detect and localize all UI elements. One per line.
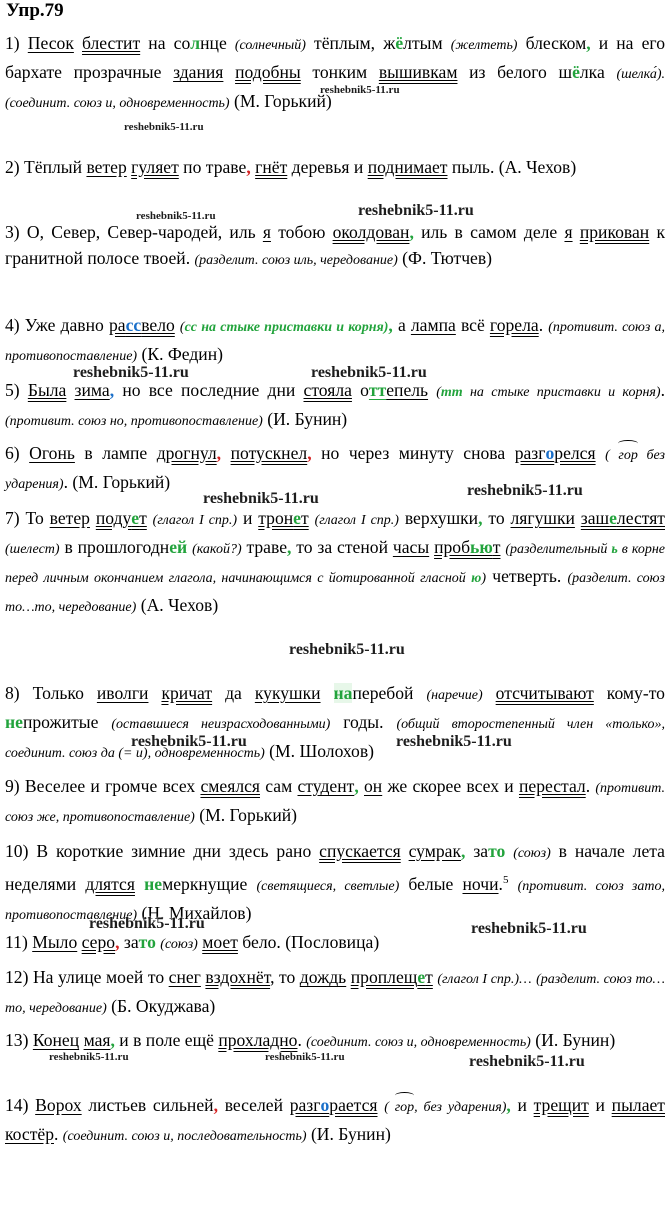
text: годы. [330,712,397,732]
watermark: reshebnik5-11.ru [73,364,189,381]
highlight-letter: ё [395,33,404,53]
text: деревья и [287,157,368,177]
text: о [351,380,369,400]
text: сам [260,776,298,796]
subject: епель [386,380,429,400]
highlight-comma: , [461,841,466,861]
highlight-letter: ё [572,62,580,82]
subject: кукушки [254,683,321,703]
author: (Н. Михайлов) [137,902,252,923]
watermark: reshebnik5-11.ru [358,202,474,219]
predicate: вздохнёт [205,967,271,987]
subject: лягушки [510,508,575,528]
text: , без ударения) [414,1100,507,1115]
text: тобою [270,222,333,242]
subject: Песок [27,33,74,53]
subject: Огонь [29,443,75,463]
predicate [351,967,433,987]
text [596,443,606,463]
text: а [392,315,411,335]
text: т [139,508,147,528]
text: . [660,380,665,400]
text: и [588,1095,612,1115]
sentence-12 [5,964,665,1022]
text: листьев сильней [81,1095,214,1115]
text: траве [241,537,288,557]
text: (разделительный [505,542,612,557]
text: блеском [517,33,587,53]
watermark: reshebnik5-11.ru [471,920,587,937]
watermark: reshebnik5-11.ru [265,1051,345,1063]
predicate: околдован [332,222,410,242]
text: прожитые [22,712,112,732]
highlight-letter: тт [440,385,463,400]
predicate: Была [27,380,67,400]
text: веселей [217,1095,290,1115]
subject: он [364,776,383,796]
text: проплещ [350,967,418,987]
text: перебой [352,683,427,703]
text [74,33,82,53]
text: , то [270,967,300,987]
predicate: отсчитывают [495,683,594,703]
note: (разделит. союз иль, чередование) [194,253,398,268]
text: т [492,537,501,557]
text: поду [95,508,132,528]
text: да [212,683,255,703]
text: всё [455,315,490,335]
predicate: пылает [611,1095,665,1115]
highlight-comma: , [478,508,483,528]
predicate [434,537,500,557]
text: 9) Веселее и громче всех [5,776,201,796]
predicate: спускается [319,841,401,861]
text: ра [108,315,126,335]
text: за [465,841,489,861]
text: 14) [5,1095,36,1115]
sentence-3 [5,219,665,274]
text: ( [384,1100,395,1115]
author: (М. Горький) [194,805,298,825]
text: ) [481,571,487,586]
text: т [300,508,309,528]
predicate: подобны [235,62,301,82]
highlight-comma: , [307,443,312,463]
highlight-comma: , [110,1030,115,1050]
predicate: вышивкам [378,62,458,82]
highlight-letter: не [5,712,23,732]
predicate: горела [489,315,539,335]
note: (какой?) [192,542,242,557]
predicate [581,508,665,528]
watermark: reshebnik5-11.ru [89,915,205,932]
highlight-letter: о [320,1095,330,1115]
author: (Ф. Тютчев) [397,248,493,268]
note: (шелест) [5,542,60,557]
watermark: reshebnik5-11.ru [49,1051,129,1063]
text: проб [434,537,471,557]
highlight-comma: , [506,1095,511,1115]
text: . [54,1124,63,1144]
note: (общий второстепенный член «только», соединит. союз да (= и), одновременность) [5,717,666,761]
root-arc: гор [618,443,637,469]
highlight-comma: , [354,776,359,796]
text [135,874,144,894]
predicate: дрогнул [156,443,217,463]
predicate: прикован [579,222,650,242]
text: трон [258,508,294,528]
author: (Б. Окуджава) [106,996,216,1016]
highlight-comma: , [115,932,120,952]
note: (светящиеся, светлые) [256,878,400,894]
text: 4) Уже давно [5,315,109,335]
watermark: reshebnik5-11.ru [320,84,400,96]
text: и в поле ещё [114,1030,219,1050]
text: же скорее всех и [382,776,519,796]
note: (глагол I спр.) [314,513,399,528]
highlight-letter: ь [611,542,618,557]
text: 1) [5,33,28,53]
text [508,874,517,894]
exercise-title: Упр.79 [6,0,64,21]
text: то [482,508,511,528]
text: и [237,508,259,528]
highlight-letter: ью [470,537,493,557]
sentence-9 [5,773,665,831]
author: (М. Шолохов) [264,741,375,761]
highlight-letter: то [488,841,506,861]
text: за [119,932,139,952]
subject: ночи [462,873,499,894]
watermark: reshebnik5-11.ru [467,482,583,499]
sentence-5 [5,377,665,435]
note: (глагол I спр.) [152,513,238,528]
note: (союз) [160,937,198,952]
subject: дождь [299,967,347,987]
predicate [290,1095,378,1115]
text: лестят [616,508,665,528]
text [483,683,496,703]
text: бело. (Пословица) [237,932,380,952]
note: (противит. союз зато, противопоставление) [5,878,665,923]
text: иль в самом деле [413,222,565,242]
subject: костёр [5,1124,54,1144]
predicate [109,315,175,335]
text: и [510,1095,534,1115]
note: (солнечный) [234,38,306,53]
text: релся [554,443,596,463]
text: на со [140,33,191,53]
text: без ударения) [5,448,665,492]
text: к гранитной полосе твоей. [5,222,665,268]
sentence-7 [5,505,665,621]
highlight-comma: , [109,380,115,400]
predicate: трещит [533,1095,589,1115]
text: тонким [300,62,379,82]
text: . [538,315,549,335]
highlight-letter: е [131,508,140,528]
author: (А. Чехов) [136,595,219,615]
text: т [425,967,433,987]
root-arc: гор [395,1095,414,1121]
note: (желтеть) [450,38,518,53]
watermark: reshebnik5-11.ru [131,733,247,750]
predicate: серо [81,932,116,952]
text: лтым [403,33,451,53]
note: (союз) [513,846,551,861]
highlight-comma: , [287,537,292,557]
watermark: reshebnik5-11.ru [124,121,204,133]
subject: лампа [410,315,456,335]
text: ( [179,320,185,335]
subject: Конец [32,1030,80,1050]
highlight-comma: , [246,157,251,177]
note: (противит. союз но, противопоставление) [5,414,263,429]
text [321,683,334,703]
subject: Мыло [32,932,78,952]
sentence-1 [5,30,665,117]
text [401,841,409,861]
highlight-comma: , [388,315,393,335]
predicate [258,508,308,528]
footnote-mark: 5 [502,874,509,886]
text: ( [436,385,441,400]
text: тёплым, ж [305,33,396,53]
subject: ветер [86,157,127,177]
text: в лампе [74,443,157,463]
predicate: блестит [82,33,141,53]
note: (шелка́). (соединит. союз и, одновременность) [5,67,665,111]
note: (глагол I спр.)… [437,972,532,987]
subject: часы [392,537,430,557]
sentence-2 [5,154,665,180]
subject: зима [74,380,110,400]
highlight-comma: , [213,1095,218,1115]
text: по траве [178,157,247,177]
predicate: смеялся [200,776,260,796]
predicate [515,443,596,463]
subject: мая [83,1030,111,1050]
text [148,683,161,703]
text: в прошлогодн [59,537,170,557]
text: заш [580,508,610,528]
text: лка [579,62,617,82]
highlight-comma: , [586,33,591,53]
watermark: reshebnik5-11.ru [203,490,319,507]
sentence-14 [5,1092,665,1150]
text: из белого ш [457,62,573,82]
text: ( [605,448,619,463]
predicate: кричат [161,683,213,703]
text: кому-то [593,683,665,703]
author: (И. Бунин) [530,1030,616,1050]
subject: я [262,222,271,242]
watermark: reshebnik5-11.ru [289,641,405,658]
text: разг [289,1095,321,1115]
sentence-4 [5,312,665,370]
text [66,380,74,400]
text: нце [200,33,235,53]
text: . [297,1030,307,1050]
highlight-letter: на [333,683,353,703]
subject: иволги [96,683,149,703]
highlight-letter: тт [368,380,387,400]
highlight-letter: л [190,33,201,53]
highlight-letter: ю [471,571,482,586]
highlight-comma: , [216,443,222,463]
predicate: прохладно [218,1030,298,1050]
predicate: гнёт [255,157,288,177]
text: . [498,873,503,894]
predicate: перестал [518,776,586,796]
note [384,1100,506,1115]
highlight-letter: сс [184,320,198,335]
predicate [96,508,147,528]
text: 13) [5,1030,33,1050]
watermark: reshebnik5-11.ru [311,364,427,381]
subject: Ворох [35,1095,82,1115]
note: (разделит. союз то…то, чередование) [5,571,665,615]
subject: я [564,222,573,242]
watermark: reshebnik5-11.ru [396,733,512,750]
text: но все последние дни [114,380,304,400]
predicate: стояла [303,380,352,400]
note [436,385,660,400]
subject: студент [297,776,355,796]
subject: ветер [49,508,90,528]
text: разг [514,443,546,463]
text: 6) [5,443,30,463]
text: пыль. (А. Чехов) [447,157,577,177]
watermark: reshebnik5-11.ru [136,210,216,222]
text [223,62,235,82]
text: вело [141,315,175,335]
highlight-letter: сс [125,315,142,335]
subject: здания [173,62,224,82]
text: 2) Тёплый [5,157,87,177]
note: (наречие) [426,688,483,703]
highlight-comma: , [409,222,414,242]
author: (М. Горький) [229,91,332,111]
subject: сумрак [408,841,462,861]
subject: снег [168,967,201,987]
text: и на его бархате прозрачные [5,33,665,82]
highlight-letter: е [293,508,301,528]
text: 11) [5,932,33,952]
text: 5) [5,380,28,400]
text: на стыке приставки и корня) [197,320,389,335]
text: но через минуту снова [311,443,515,463]
predicate: моет [202,932,238,952]
highlight-letter: не [144,873,163,894]
highlight-letter: е [417,967,426,987]
author: (К. Федин) [137,344,223,364]
note: (оставшиеся неизрасходованными) [111,717,331,732]
text: 8) Только [5,683,97,703]
text: 7) То [5,508,50,528]
note: (противит. союз а, противопоставление) [5,320,666,364]
predicate: поднимает [367,157,448,177]
text: белые [399,873,463,894]
note: (противит. союз же, противопоставление) [5,781,666,825]
text: на стыке приставки и корня) [462,385,661,400]
text: 10) В короткие зимние дни здесь рано [5,841,320,861]
sentence-8 [5,680,665,767]
text: в начале лета неделями [5,841,665,894]
text: в корне перед личным окончанием глагола, начинающимся с йотированной гласной [5,542,666,586]
text: четверть. [486,566,568,586]
text [221,443,231,463]
text [573,222,580,242]
predicate: потускнел [230,443,308,463]
note [180,320,389,335]
text: верхушки [398,508,479,528]
author: (И. Бунин) [306,1124,391,1144]
note: (разделит. союз то…то, чередование) [5,972,666,1016]
text: меркнущие [162,873,257,894]
text: 12) На улице моей то [5,967,169,987]
text: 3) О, Север, Север-чародей, иль [5,222,263,242]
highlight-letter: о [545,443,555,463]
author: (И. Бунин) [262,409,348,429]
text: рается [329,1095,378,1115]
text: то за стеной [291,537,393,557]
text: . [585,776,596,796]
note: (соединит. союз и, одновременность) [306,1035,531,1050]
predicate: длятся [85,873,135,894]
watermark: reshebnik5-11.ru [469,1053,585,1070]
note: (соединит. союз и, последовательность) [62,1129,307,1144]
highlight-letter: ей [169,537,188,557]
predicate: гуляет [131,157,179,177]
highlight-letter: е [609,508,617,528]
highlight-letter: то [138,932,156,952]
author: . (М. Горький) [63,472,171,492]
